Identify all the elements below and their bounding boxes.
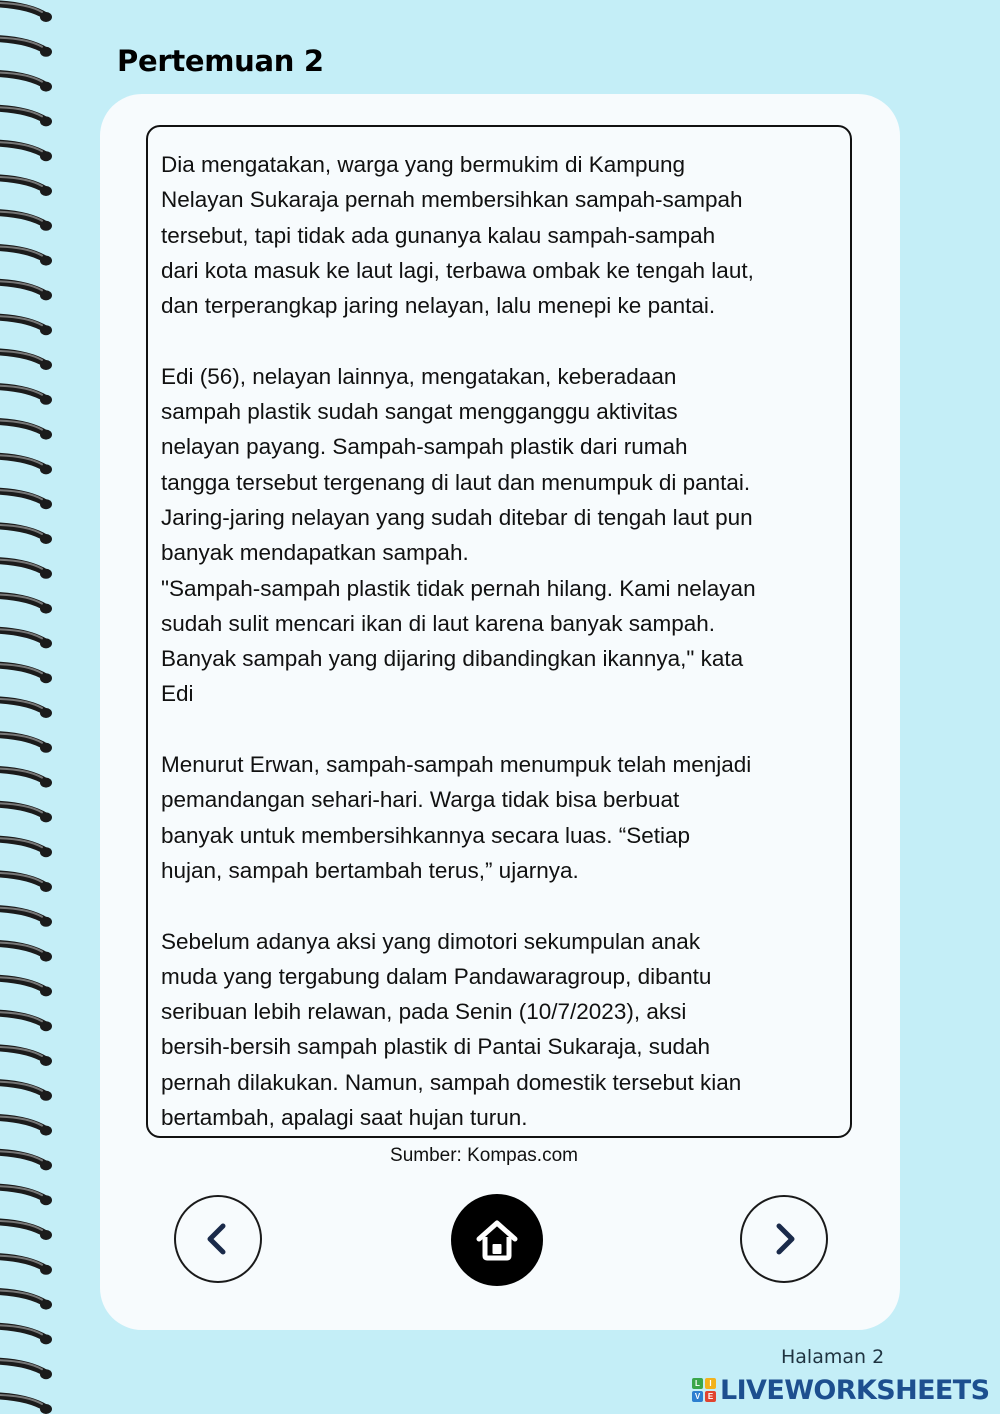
spiral-ring bbox=[0, 73, 52, 92]
spiral-ring bbox=[0, 421, 52, 440]
spiral-ring bbox=[0, 142, 52, 161]
spiral-ring bbox=[0, 699, 52, 718]
spiral-ring bbox=[0, 734, 52, 753]
article-paragraph-1: Dia mengatakan, warga yang bermukim di Kampung Nelayan Sukaraja pernah membersihkan sampah-sampah tersebut, tapi tidak ada gunanya kalau sampah-sampah dari kota masuk ke laut lagi, terbawa ombak ke tengah laut, dan terperangkap jaring nelayan, lalu menepi ke pantai. bbox=[161, 152, 754, 319]
article-paragraph-2: Edi (56), nelayan lainnya, mengatakan, keberadaan sampah plastik sudah sangat mengganggu aktivitas nelayan payang. Sampah-sampah plastik dari rumah tangga tersebut tergenang di laut dan menumpuk di pantai. Jaring-jaring nelayan yang sudah ditebar di tengah laut pun banyak mendapatkan sampah. bbox=[161, 363, 753, 566]
home-button[interactable] bbox=[451, 1194, 543, 1286]
spiral-ring bbox=[0, 908, 52, 927]
logo-grid-icon: L I V E bbox=[692, 1378, 716, 1402]
chevron-left-icon bbox=[198, 1219, 238, 1259]
spiral-ring bbox=[0, 560, 52, 579]
spiral-ring bbox=[0, 351, 52, 370]
previous-page-button[interactable] bbox=[174, 1195, 262, 1283]
spiral-ring bbox=[0, 769, 52, 788]
spiral-ring bbox=[0, 873, 52, 892]
home-icon bbox=[469, 1212, 525, 1268]
article-paragraph-4: Menurut Erwan, sampah-sampah menumpuk telah menjadi pemandangan sehari-hari. Warga tidak bisa berbuat banyak untuk membersihkannya secara luas. “Setiap hujan, sampah bertambah terus,” ujarnya. bbox=[161, 752, 752, 883]
page-title: Pertemuan 2 bbox=[117, 44, 324, 78]
chevron-right-icon bbox=[764, 1219, 804, 1259]
brand-name: LIVEWORKSHEETS bbox=[720, 1374, 990, 1406]
spiral-ring bbox=[0, 107, 52, 126]
next-page-button[interactable] bbox=[740, 1195, 828, 1283]
spiral-ring bbox=[0, 629, 52, 648]
spiral-ring bbox=[0, 1291, 52, 1310]
page-number: Halaman 2 bbox=[781, 1346, 885, 1368]
spiral-ring bbox=[0, 281, 52, 300]
spiral-ring bbox=[0, 247, 52, 266]
liveworksheets-logo bbox=[692, 1374, 989, 1406]
spiral-ring bbox=[0, 455, 52, 474]
spiral-ring bbox=[0, 1082, 52, 1101]
article-paragraph-3: "Sampah-sampah plastik tidak pernah hilang. Kami nelayan sudah sulit mencari ikan di laut karena banyak sampah. Banyak sampah yang dijaring dibandingkan ikannya," kata Edi bbox=[161, 575, 756, 707]
spiral-ring bbox=[0, 1256, 52, 1275]
spiral-ring bbox=[0, 803, 52, 822]
spiral-binding bbox=[0, 0, 60, 1414]
spiral-ring bbox=[0, 977, 52, 996]
spiral-ring bbox=[0, 1325, 52, 1344]
spiral-ring bbox=[0, 177, 52, 196]
spiral-ring bbox=[0, 316, 52, 335]
article-paragraph-5: Sebelum adanya aksi yang dimotori sekumpulan anak muda yang tergabung dalam Pandawaragroup, dibantu seribuan lebih relawan, pada Senin (10/7/2023), aksi bersih-bersih sampah plastik di Pantai Sukaraja, sudah pernah dilakukan. Namun, sampah domestik tersebut kian bertambah, apalagi saat hujan turun. bbox=[161, 928, 742, 1131]
source-caption: Sumber: Kompas.com bbox=[390, 1145, 578, 1166]
spiral-ring bbox=[0, 1360, 52, 1379]
spiral-ring bbox=[0, 1047, 52, 1066]
spiral-ring bbox=[0, 1186, 52, 1205]
spiral-ring bbox=[0, 38, 52, 57]
spiral-ring bbox=[0, 490, 52, 509]
article-textbox bbox=[146, 125, 852, 1138]
spiral-ring bbox=[0, 1151, 52, 1170]
spiral-ring bbox=[0, 212, 52, 231]
spiral-ring bbox=[0, 1117, 52, 1136]
spiral-ring bbox=[0, 1012, 52, 1031]
spiral-ring bbox=[0, 664, 52, 683]
spiral-ring bbox=[0, 386, 52, 405]
spiral-ring bbox=[0, 1221, 52, 1240]
spiral-ring bbox=[0, 3, 52, 22]
spiral-ring bbox=[0, 838, 52, 857]
spiral-ring bbox=[0, 1395, 52, 1414]
spiral-ring bbox=[0, 595, 52, 614]
spiral-ring bbox=[0, 943, 52, 962]
spiral-ring bbox=[0, 525, 52, 544]
